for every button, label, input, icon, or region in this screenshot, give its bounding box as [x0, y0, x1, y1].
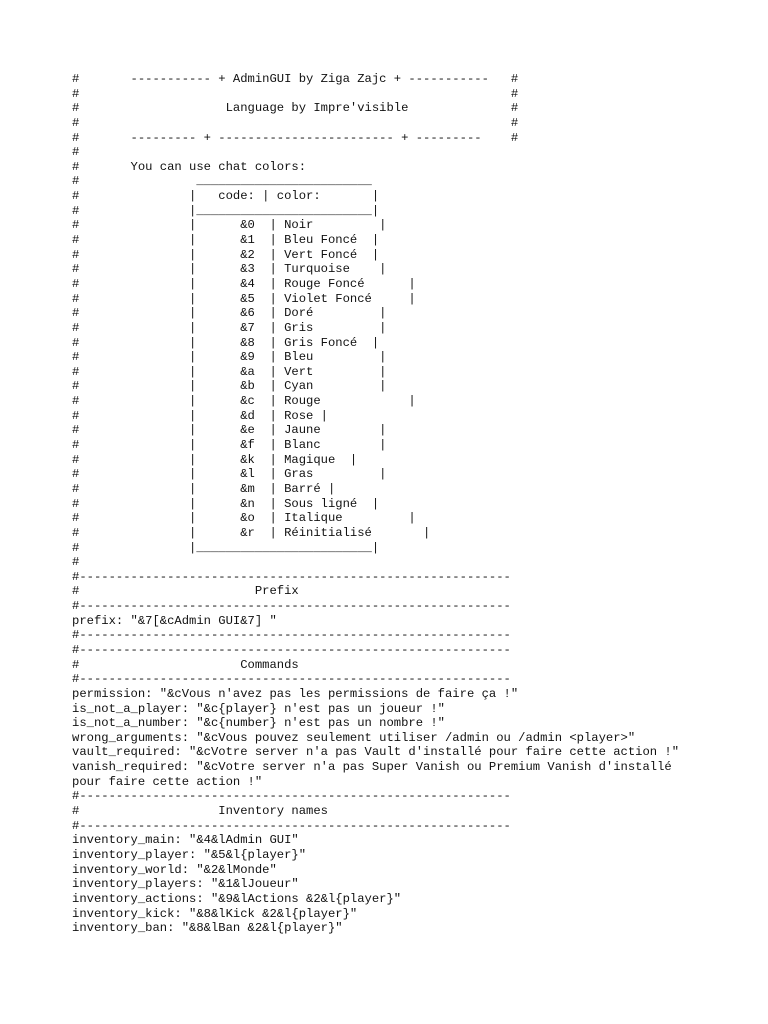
document-line: is_not_a_player: "&c{player} n'est pas un joueur !" [72, 701, 445, 716]
document-line: permission: "&cVous n'avez pas les permissions de faire ça !" [72, 686, 519, 701]
document-line: vanish_required: "&cVotre server n'a pas Super Vanish ou Premium Vanish d'installé [72, 760, 672, 775]
document-line: # | &5 | Violet Foncé | [72, 291, 416, 306]
document-line: #----------------------------------------------------------- [72, 818, 511, 833]
document-line: # | &8 | Gris Foncé | [72, 335, 380, 350]
document-line: # [72, 145, 80, 160]
document-line: # | &3 | Turquoise | [72, 262, 387, 277]
document-line: # Language by Impre'visible # [72, 101, 519, 116]
document-line: # | &7 | Gris | [72, 320, 387, 335]
document-line: vault_required: "&cVotre server n'a pas Vault d'installé pour faire cette action !" [72, 745, 680, 760]
document-line: # # [72, 115, 519, 130]
document-line: # You can use chat colors: [72, 159, 307, 174]
document-line: # | &c | Rouge | [72, 394, 416, 409]
document-line: # | &m | Barré | [72, 481, 336, 496]
document-line: # ----------- + AdminGUI by Ziga Zajc + ----------- # [72, 72, 519, 86]
document-line: prefix: "&7[&cAdmin GUI&7] " [72, 613, 277, 628]
document-line: # | &2 | Vert Foncé | [72, 247, 380, 262]
document-line: # | &4 | Rouge Foncé | [72, 276, 416, 291]
document-line: inventory_kick: "&8&lKick &2&l{player}" [72, 906, 358, 921]
document-line: # | &0 | Noir | [72, 218, 387, 233]
document-line: # | &1 | Bleu Foncé | [72, 233, 380, 248]
document-line: inventory_players: "&1&lJoueur" [72, 877, 299, 892]
document-line: # | &f | Blanc | [72, 438, 387, 453]
document-line: pour faire cette action !" [72, 774, 263, 789]
document-line: inventory_main: "&4&lAdmin GUI" [72, 833, 299, 848]
config-document [72, 72, 679, 936]
document-line: # | &a | Vert | [72, 364, 387, 379]
document-line: #----------------------------------------------------------- [72, 642, 511, 657]
document-line: #----------------------------------------------------------- [72, 672, 511, 687]
document-line: inventory_ban: "&8&lBan &2&l{player}" [72, 921, 343, 936]
document-line: # | &6 | Doré | [72, 306, 387, 321]
document-line: # ________________________ [72, 174, 372, 189]
document-line: # Inventory names [72, 804, 328, 819]
document-line: # Commands [72, 657, 299, 672]
document-line: # | &b | Cyan | [72, 379, 387, 394]
document-line: inventory_actions: "&9&lActions &2&l{player}" [72, 891, 402, 906]
document-line: # | &k | Magique | [72, 452, 358, 467]
document-line: wrong_arguments: "&cVous pouvez seulement utiliser /admin ou /admin <player>" [72, 730, 636, 745]
document-line: # Prefix [72, 584, 299, 599]
document-line: # | code: | color: | [72, 189, 380, 204]
document-line: # | &e | Jaune | [72, 423, 387, 438]
document-line: #----------------------------------------------------------- [72, 628, 511, 643]
document-line: # | &l | Gras | [72, 467, 387, 482]
document-line: inventory_player: "&5&l{player}" [72, 847, 307, 862]
document-line: # | &9 | Bleu | [72, 350, 387, 365]
document-line: is_not_a_number: "&c{number} n'est pas un nombre !" [72, 716, 445, 731]
document-line: # | &r | Réinitialisé | [72, 525, 431, 540]
document-line: # |________________________| [72, 540, 380, 555]
document-line: # --------- + ------------------------ + --------- # [72, 130, 519, 145]
document-line: # # [72, 86, 519, 101]
document-line: #----------------------------------------------------------- [72, 599, 511, 614]
document-line: # | &d | Rose | [72, 408, 328, 423]
document-line: #----------------------------------------------------------- [72, 789, 511, 804]
document-line: #----------------------------------------------------------- [72, 569, 511, 584]
document-line: # | &n | Sous ligné | [72, 496, 380, 511]
document-line: inventory_world: "&2&lMonde" [72, 862, 277, 877]
document-line: # [72, 555, 80, 570]
document-line: # | &o | Italique | [72, 511, 416, 526]
document-line: # |________________________| [72, 203, 380, 218]
